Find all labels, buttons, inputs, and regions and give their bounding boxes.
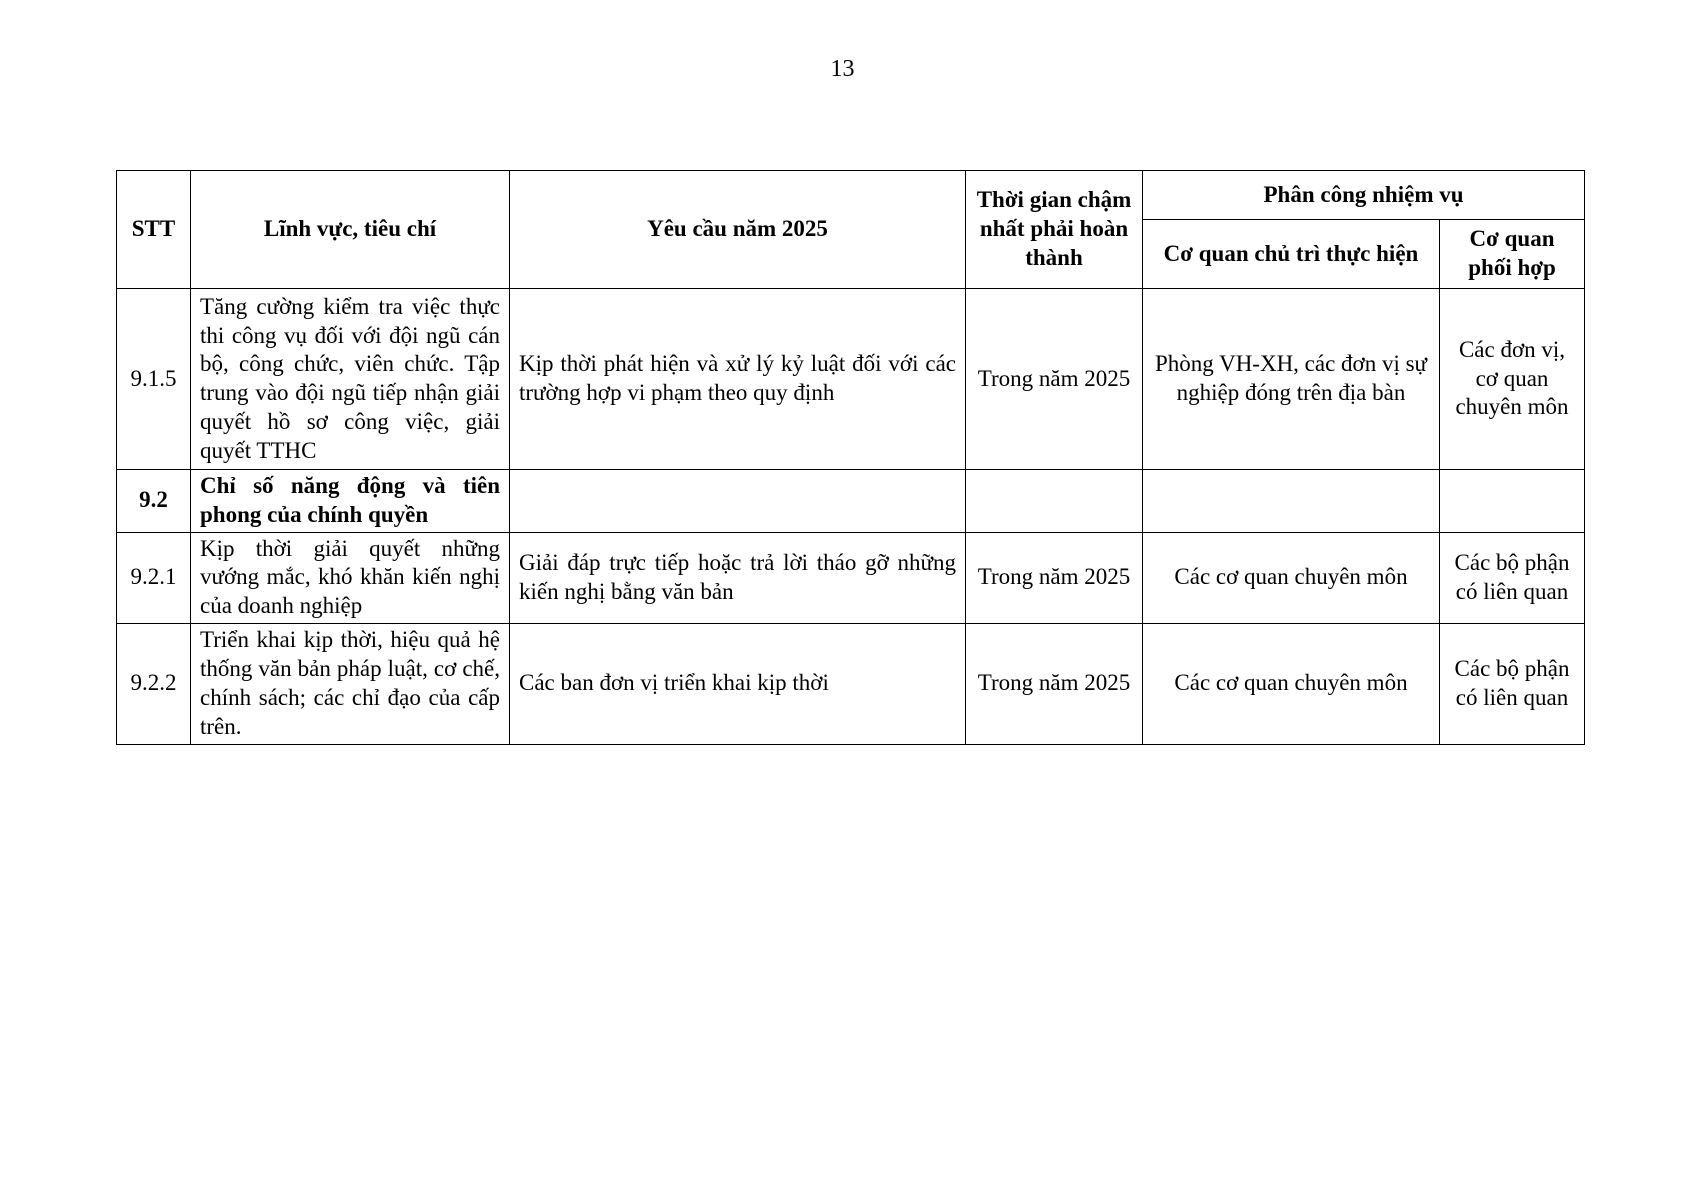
cell-requirement: Các ban đơn vị triển khai kịp thời — [510, 623, 966, 744]
cell-requirement: Giải đáp trực tiếp hoặc trả lời tháo gỡ những kiến nghị bằng văn bản — [510, 532, 966, 623]
cell-field: Kịp thời giải quyết những vướng mắc, khó khăn kiến nghị của doanh nghiệp — [191, 532, 510, 623]
task-assignment-table — [116, 170, 1585, 745]
cell-deadline: Trong năm 2025 — [966, 532, 1143, 623]
cell-lead-agency: Phòng VH-XH, các đơn vị sự nghiệp đóng trên địa bàn — [1143, 289, 1440, 470]
header-requirement: Yêu cầu năm 2025 — [510, 171, 966, 289]
header-stt: STT — [117, 171, 191, 289]
cell-coordinating-agency: Các bộ phận có liên quan — [1440, 532, 1585, 623]
header-row — [117, 171, 1585, 220]
cell-field: Tăng cường kiểm tra việc thực thi công vụ đối với đội ngũ cán bộ, công chức, viên chức. Tập trung vào đội ngũ tiếp nhận giải quyết hồ sơ công việc, giải quyết TTHC — [191, 289, 510, 470]
cell-requirement — [510, 470, 966, 533]
table-row — [117, 289, 1585, 470]
cell-deadline — [966, 470, 1143, 533]
cell-stt: 9.2.1 — [117, 532, 191, 623]
cell-field: Chỉ số năng động và tiên phong của chính quyền — [191, 470, 510, 533]
cell-stt: 9.2.2 — [117, 623, 191, 744]
cell-lead-agency: Các cơ quan chuyên môn — [1143, 532, 1440, 623]
header-lead-agency: Cơ quan chủ trì thực hiện — [1143, 220, 1440, 289]
cell-lead-agency — [1143, 470, 1440, 533]
cell-coordinating-agency: Các bộ phận có liên quan — [1440, 623, 1585, 744]
table-row — [117, 532, 1585, 623]
cell-deadline: Trong năm 2025 — [966, 289, 1143, 470]
cell-stt: 9.2 — [117, 470, 191, 533]
cell-deadline: Trong năm 2025 — [966, 623, 1143, 744]
cell-lead-agency: Các cơ quan chuyên môn — [1143, 623, 1440, 744]
header-assignment: Phân công nhiệm vụ — [1143, 171, 1585, 220]
table-row — [117, 470, 1585, 533]
cell-stt: 9.1.5 — [117, 289, 191, 470]
table-row — [117, 623, 1585, 744]
cell-coordinating-agency: Các đơn vị, cơ quan chuyên môn — [1440, 289, 1585, 470]
header-coordinating-agency: Cơ quan phối hợp — [1440, 220, 1585, 289]
header-deadline: Thời gian chậm nhất phải hoàn thành — [966, 171, 1143, 289]
cell-field: Triển khai kịp thời, hiệu quả hệ thống văn bản pháp luật, cơ chế, chính sách; các chỉ đạo của cấp trên. — [191, 623, 510, 744]
cell-coordinating-agency — [1440, 470, 1585, 533]
cell-requirement: Kịp thời phát hiện và xử lý kỷ luật đối với các trường hợp vi phạm theo quy định — [510, 289, 966, 470]
page-number: 13 — [830, 56, 855, 82]
header-field: Lĩnh vực, tiêu chí — [191, 171, 510, 289]
